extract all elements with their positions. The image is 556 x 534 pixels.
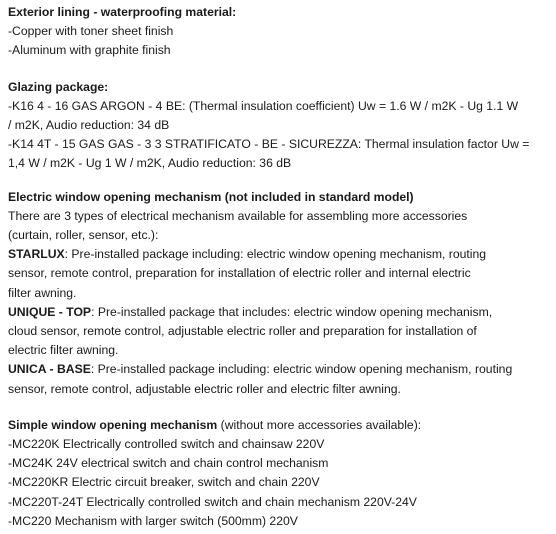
exterior-lining-section: [8, 3, 552, 61]
unica-base-line-2: sensor, remote control, adjustable electric roller and electric filter awning.: [8, 381, 401, 396]
unique-top-line-2: cloud sensor, remote control, adjustable electric roller and preparation for installation of: [8, 324, 477, 339]
unica-base-label: UNICA - BASE: [8, 362, 91, 377]
exterior-heading: Exterior lining - waterproofing material:: [8, 5, 237, 19]
starlux-text-1: : Pre-installed package including: electric window opening mechanism, routing: [64, 247, 487, 262]
spacer: [8, 174, 552, 188]
glazing-k14-line-2: 1,4 W / m2K - Ug 1 W / m2K, Audio reduction: 36 dB: [8, 156, 292, 171]
simple-heading: [8, 416, 552, 435]
electric-heading: Electric window opening mechanism (not included in standard model): [8, 189, 414, 204]
unique-top-line-1: [8, 303, 552, 322]
simple-mechanism-section: [8, 416, 552, 531]
simple-heading-bold: Simple window opening mechanism: [8, 417, 218, 432]
starlux-line-2: sensor, remote control, preparation for installation of electric roller and internal electric: [8, 266, 471, 281]
simple-item-mc220k: -MC220K Electrically controlled switch and chainsaw 220V: [8, 437, 325, 452]
starlux-line-3: filter awning.: [8, 285, 77, 300]
electric-intro-line-2: (curtain, roller, sensor, etc.):: [8, 228, 159, 243]
unique-top-text-1: : Pre-installed package that includes: electric window opening mechanism,: [91, 304, 493, 319]
spacer: [8, 399, 552, 416]
simple-heading-rest: (without more accessories available):: [217, 417, 422, 432]
unica-base-line-1: [8, 360, 552, 379]
simple-item-mc220t-24t: -MC220T-24T Electrically controlled switch and chain mechanism 220V-24V: [8, 494, 417, 509]
spacer: [8, 61, 552, 78]
starlux-label: STARLUX: [8, 247, 65, 262]
glazing-k16-line-1: -K16 4 - 16 GAS ARGON - 4 BE: (Thermal insulation coefficient) Uw = 1.6 W / m2K - Ug 1.1 W: [8, 98, 519, 113]
document-body: [8, 3, 552, 531]
simple-item-mc220: -MC220 Mechanism with larger switch (500mm) 220V: [8, 513, 298, 528]
unica-base-text-1: : Pre-installed package including: electric window opening mechanism, routing: [90, 362, 513, 377]
simple-item-mc220kr: -MC220KR Electric circuit breaker, switch and chain 220V: [8, 475, 320, 490]
starlux-line-1: [8, 245, 552, 264]
unique-top-line-3: electric filter awning.: [8, 343, 119, 358]
exterior-item-aluminum: -Aluminum with graphite finish: [8, 43, 171, 58]
unique-top-label: UNIQUE - TOP: [8, 304, 92, 319]
exterior-item-copper: -Copper with toner sheet finish: [8, 24, 174, 39]
simple-item-mc24k: -MC24K 24V electrical switch and chain control mechanism: [8, 456, 329, 471]
glazing-section: [8, 78, 552, 174]
glazing-k16-line-2: / m2K, Audio reduction: 34 dB: [8, 118, 170, 133]
electric-intro-line-1: There are 3 types of electrical mechanism available for assembling more accessories: [8, 208, 468, 223]
glazing-k14-line-1: -K14 4T - 15 GAS GAS - 3 3 STRATIFICATO - BE - SICUREZZA: Thermal insulation factor Uw =: [8, 137, 530, 152]
glazing-heading: Glazing package:: [8, 79, 109, 94]
electric-mechanism-section: [8, 188, 552, 399]
